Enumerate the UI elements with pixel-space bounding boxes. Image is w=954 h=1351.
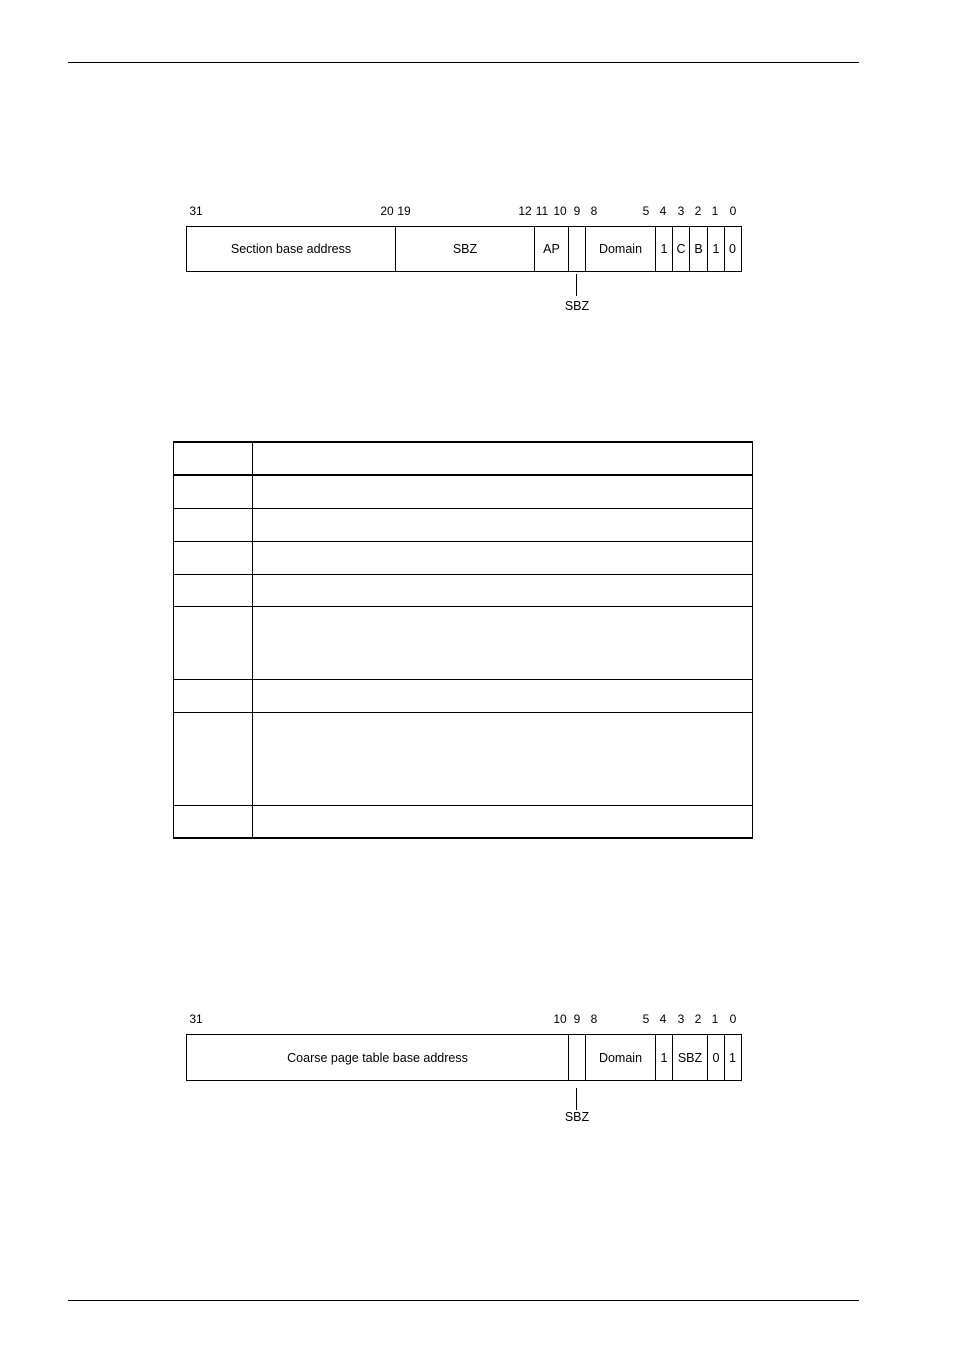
field-bit9-sbz (568, 227, 585, 271)
table-left-border (173, 441, 174, 839)
coarse-descriptor-register (186, 1034, 742, 1081)
bit-number: 8 (590, 204, 598, 218)
field-bit4: 1 (655, 227, 672, 271)
table-row-rule (173, 606, 753, 607)
bit-number: 3 (677, 204, 685, 218)
field-b: B (689, 227, 707, 271)
table-row-rule (173, 574, 753, 575)
field-bit1: 0 (707, 1035, 724, 1080)
bit-number: 9 (573, 1012, 581, 1026)
table-header-rule (173, 474, 753, 476)
bit-number: 20 (380, 204, 394, 218)
bit-number: 2 (694, 1012, 702, 1026)
sbz-pointer-line (576, 1088, 577, 1110)
table-row-rule (173, 712, 753, 713)
table-row-rule (173, 541, 753, 542)
sbz-pointer-line (576, 274, 577, 296)
field-coarse-page-table-base-address: Coarse page table base address (287, 1050, 468, 1065)
section-descriptor-register (186, 226, 742, 272)
bit-number: 10 (553, 204, 567, 218)
bit-number: 4 (659, 1012, 667, 1026)
bit-number: 1 (711, 1012, 719, 1026)
bit-number: 5 (642, 1012, 650, 1026)
bit-number: 4 (659, 204, 667, 218)
field-domain: Domain (585, 227, 655, 271)
field-bit9-sbz (568, 1035, 585, 1080)
field-section-base-address: Section base address (230, 242, 352, 256)
field-bit0: 0 (724, 227, 740, 271)
bit-number: 19 (397, 204, 411, 218)
field-ap: AP (534, 227, 568, 271)
bit-number: 3 (677, 1012, 685, 1026)
bit-number: 10 (553, 1012, 567, 1026)
table-right-border (752, 441, 753, 839)
field-sbz: SBZ (395, 227, 534, 271)
bit-number: 31 (189, 204, 203, 218)
field-bit1: 1 (707, 227, 724, 271)
sbz-pointer-label: SBZ (564, 1110, 590, 1124)
bit-number: 12 (518, 204, 532, 218)
table-top-rule (173, 441, 753, 443)
table-row-rule (173, 679, 753, 680)
bit-number: 9 (573, 204, 581, 218)
bit-number: 2 (694, 204, 702, 218)
bit-number: 5 (642, 204, 650, 218)
field-bit0: 1 (724, 1035, 740, 1080)
bit-number: 0 (729, 204, 737, 218)
footer-rule (68, 1300, 859, 1301)
table-bottom-rule (173, 837, 753, 839)
bit-number: 11 (535, 204, 549, 218)
field-domain: Domain (585, 1035, 655, 1080)
bit-number: 8 (590, 1012, 598, 1026)
field-c: C (672, 227, 689, 271)
bit-number: 0 (729, 1012, 737, 1026)
header-rule (68, 62, 859, 63)
field-sbz-bits3-2: SBZ (672, 1035, 707, 1080)
field-bit4: 1 (655, 1035, 672, 1080)
bit-number: 1 (711, 204, 719, 218)
table-column-divider (252, 441, 253, 839)
descriptor-bits-table (173, 441, 753, 839)
sbz-pointer-label: SBZ (564, 299, 590, 313)
bit-number: 31 (189, 1012, 203, 1026)
table-row-rule (173, 508, 753, 509)
table-row-rule (173, 805, 753, 806)
